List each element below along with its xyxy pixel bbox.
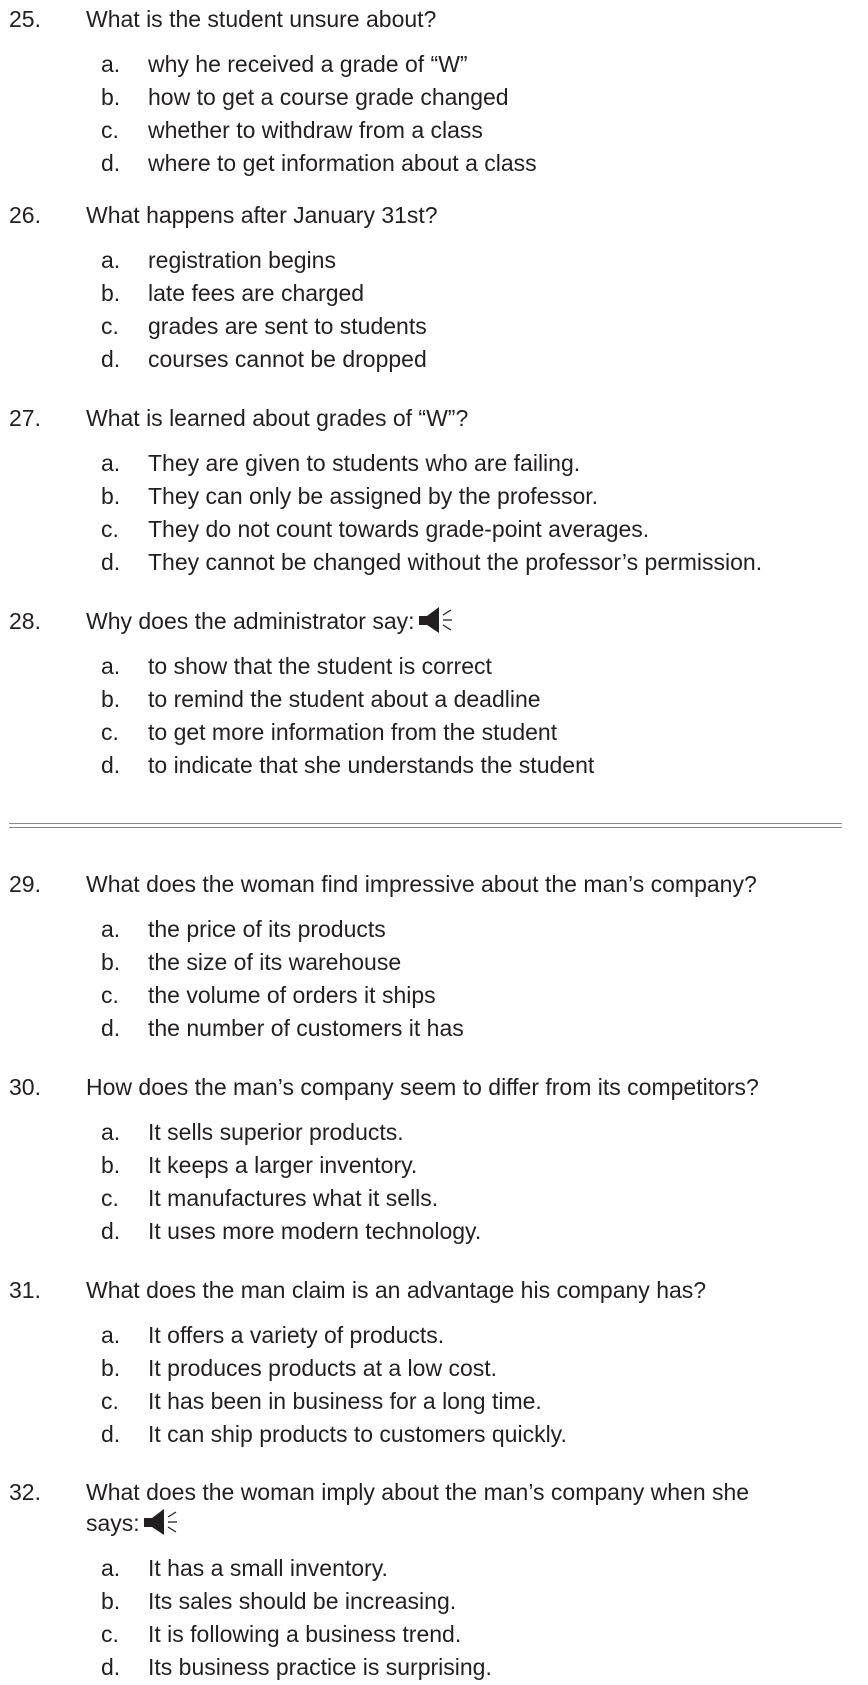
answer-option[interactable] <box>0 344 868 377</box>
option-letter: c. <box>101 313 119 339</box>
option-letter: a. <box>101 916 121 942</box>
question-text: What does the woman find impressive about the man’s company? <box>86 871 757 897</box>
option-letter: c. <box>101 1388 119 1414</box>
answer-option[interactable] <box>0 278 868 311</box>
question-text: How does the man’s company seem to differ from its competitors? <box>86 1074 759 1100</box>
option-letter: d. <box>101 1015 121 1041</box>
answer-options <box>0 1320 868 1452</box>
question-number: 25. <box>9 6 41 32</box>
question-text: Why does the administrator say: <box>86 608 415 634</box>
answer-option[interactable] <box>0 1586 868 1619</box>
option-letter: d. <box>101 150 121 176</box>
question-number: 29. <box>9 871 41 897</box>
question-number: 26. <box>9 202 41 228</box>
question-text-line <box>86 606 455 637</box>
option-letter: b. <box>101 1355 121 1381</box>
option-text: They are given to students who are failing. <box>148 450 581 476</box>
option-text: to show that the student is correct <box>148 653 492 679</box>
option-letter: b. <box>101 686 121 712</box>
option-text: registration begins <box>148 247 336 273</box>
answer-option[interactable] <box>0 49 868 82</box>
option-text: to remind the student about a deadline <box>148 686 541 712</box>
option-letter: c. <box>101 1185 119 1211</box>
question-stem <box>0 200 868 231</box>
option-letter: c. <box>101 982 119 1008</box>
answer-option[interactable] <box>0 115 868 148</box>
question-stem <box>0 869 868 900</box>
option-text: It uses more modern technology. <box>148 1218 482 1244</box>
answer-option[interactable] <box>0 547 868 580</box>
option-text: It has been in business for a long time. <box>148 1388 542 1414</box>
option-letter: c. <box>101 117 119 143</box>
question-number: 27. <box>9 405 41 431</box>
option-text: They do not count towards grade-point averages. <box>148 516 650 542</box>
question-29 <box>0 869 868 1046</box>
question-stem <box>0 1275 868 1306</box>
answer-option[interactable] <box>0 311 868 344</box>
option-text: Its sales should be increasing. <box>148 1588 457 1614</box>
question-text-line2: says: <box>86 1510 140 1536</box>
answer-option[interactable] <box>0 750 868 783</box>
option-letter: d. <box>101 1421 121 1447</box>
answer-options <box>0 1117 868 1249</box>
question-stem <box>0 606 868 637</box>
answer-option[interactable] <box>0 1353 868 1386</box>
answer-option[interactable] <box>0 1117 868 1150</box>
answer-option[interactable] <box>0 245 868 278</box>
option-letter: b. <box>101 280 121 306</box>
option-text: to indicate that she understands the student <box>148 752 595 778</box>
answer-option[interactable] <box>0 481 868 514</box>
option-letter: a. <box>101 1119 121 1145</box>
speaker-icon[interactable] <box>144 1508 180 1536</box>
option-letter: d. <box>101 549 121 575</box>
option-text: They cannot be changed without the professor’s permission. <box>148 549 763 575</box>
question-stem <box>0 1477 868 1508</box>
question-28 <box>0 606 868 783</box>
answer-option[interactable] <box>0 1150 868 1183</box>
answer-option[interactable] <box>0 1553 868 1586</box>
answer-option[interactable] <box>0 717 868 750</box>
question-stem <box>0 4 868 35</box>
option-text: It can ship products to customers quickly. <box>148 1421 567 1447</box>
option-text: It offers a variety of products. <box>148 1322 445 1348</box>
option-text: They can only be assigned by the professor. <box>148 483 599 509</box>
question-text: What does the man claim is an advantage his company has? <box>86 1277 707 1303</box>
answer-option[interactable] <box>0 1419 868 1452</box>
question-30 <box>0 1072 868 1249</box>
option-letter: a. <box>101 450 121 476</box>
option-letter: c. <box>101 516 119 542</box>
answer-option[interactable] <box>0 684 868 717</box>
question-text: What does the woman imply about the man’s company when she <box>86 1479 750 1505</box>
answer-option[interactable] <box>0 1386 868 1419</box>
option-text: Its business practice is surprising. <box>148 1654 492 1680</box>
question-26 <box>0 200 868 377</box>
answer-option[interactable] <box>0 148 868 181</box>
option-letter: d. <box>101 1218 121 1244</box>
answer-options <box>0 1553 868 1685</box>
option-text: It produces products at a low cost. <box>148 1355 498 1381</box>
answer-option[interactable] <box>0 914 868 947</box>
option-text: It keeps a larger inventory. <box>148 1152 418 1178</box>
option-text: It sells superior products. <box>148 1119 404 1145</box>
option-letter: a. <box>101 1322 121 1348</box>
question-text-line <box>86 1508 180 1539</box>
answer-options <box>0 49 868 181</box>
option-text: late fees are charged <box>148 280 365 306</box>
answer-option[interactable] <box>0 980 868 1013</box>
option-letter: d. <box>101 1654 121 1680</box>
question-text: What happens after January 31st? <box>86 202 438 228</box>
question-27 <box>0 403 868 580</box>
option-letter: a. <box>101 1555 121 1581</box>
answer-option[interactable] <box>0 1183 868 1216</box>
answer-option[interactable] <box>0 1619 868 1652</box>
option-text: why he received a grade of “W” <box>148 51 468 77</box>
option-letter: b. <box>101 1152 121 1178</box>
option-text: whether to withdraw from a class <box>148 117 483 143</box>
option-text: to get more information from the student <box>148 719 558 745</box>
question-32 <box>0 1477 868 1685</box>
answer-option[interactable] <box>0 514 868 547</box>
option-letter: c. <box>101 1621 119 1647</box>
option-text: how to get a course grade changed <box>148 84 509 110</box>
answer-options <box>0 651 868 783</box>
speaker-icon[interactable] <box>419 606 455 634</box>
answer-option[interactable] <box>0 947 868 980</box>
answer-option[interactable] <box>0 448 868 481</box>
question-stem <box>0 1072 868 1103</box>
answer-option[interactable] <box>0 1013 868 1046</box>
option-letter: b. <box>101 84 121 110</box>
option-text: the size of its warehouse <box>148 949 402 975</box>
option-text: the price of its products <box>148 916 386 942</box>
question-number: 28. <box>9 608 41 634</box>
question-number: 31. <box>9 1277 41 1303</box>
option-text: the volume of orders it ships <box>148 982 436 1008</box>
option-letter: b. <box>101 1588 121 1614</box>
option-text: the number of customers it has <box>148 1015 464 1041</box>
option-letter: d. <box>101 346 121 372</box>
answer-option[interactable] <box>0 1652 868 1685</box>
option-text: courses cannot be dropped <box>148 346 427 372</box>
option-letter: a. <box>101 51 121 77</box>
option-text: It manufactures what it sells. <box>148 1185 439 1211</box>
answer-option[interactable] <box>0 1320 868 1353</box>
answer-option[interactable] <box>0 82 868 115</box>
question-number: 30. <box>9 1074 41 1100</box>
option-text: where to get information about a class <box>148 150 537 176</box>
option-letter: c. <box>101 719 119 745</box>
question-25 <box>0 4 868 181</box>
answer-option[interactable] <box>0 651 868 684</box>
option-text: grades are sent to students <box>148 313 427 339</box>
option-letter: a. <box>101 247 121 273</box>
question-stem-continued <box>0 1508 868 1539</box>
answer-options <box>0 914 868 1046</box>
answer-options <box>0 448 868 580</box>
option-letter: a. <box>101 653 121 679</box>
option-letter: d. <box>101 752 121 778</box>
question-number: 32. <box>9 1479 41 1505</box>
option-letter: b. <box>101 949 121 975</box>
question-text: What is the student unsure about? <box>86 6 437 32</box>
question-stem <box>0 403 868 434</box>
section-divider <box>9 823 842 828</box>
answer-option[interactable] <box>0 1216 868 1249</box>
question-text: What is learned about grades of “W”? <box>86 405 469 431</box>
answer-options <box>0 245 868 377</box>
option-text: It is following a business trend. <box>148 1621 462 1647</box>
option-letter: b. <box>101 483 121 509</box>
question-31 <box>0 1275 868 1452</box>
option-text: It has a small inventory. <box>148 1555 388 1581</box>
